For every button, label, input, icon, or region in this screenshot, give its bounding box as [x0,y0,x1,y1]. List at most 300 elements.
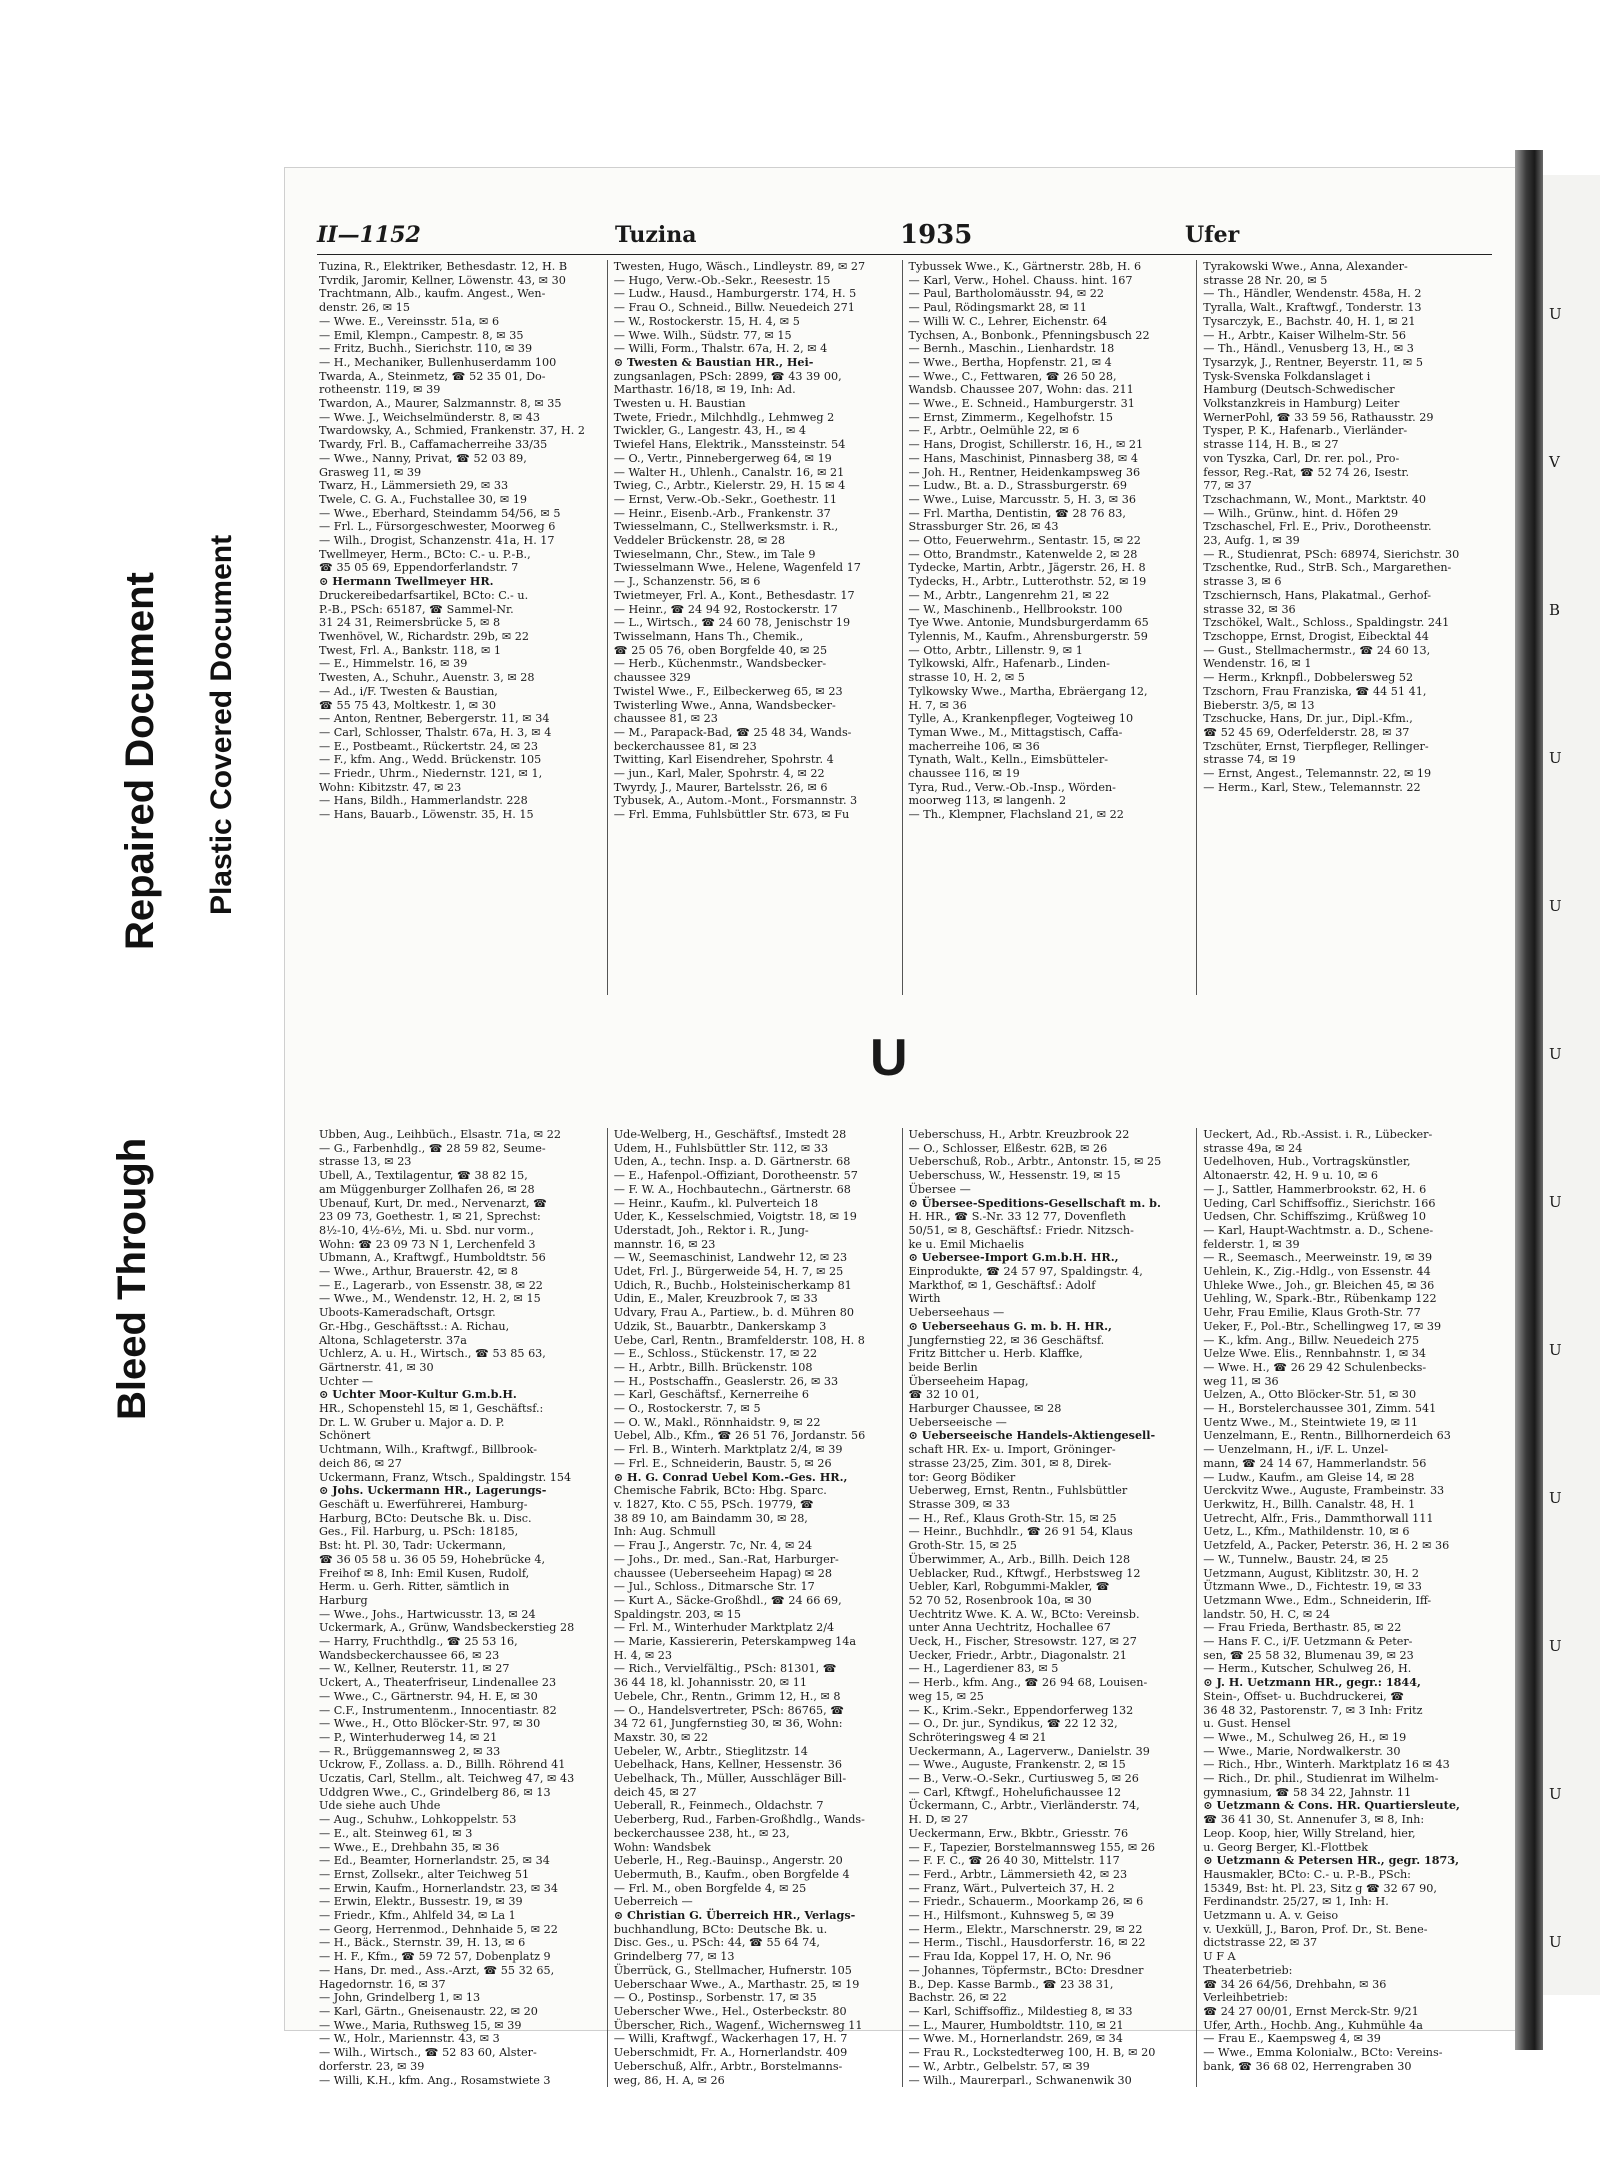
directory-entry: strasse 23/25, Zim. 301, ✉ 8, Direk- [908,1456,1112,1470]
directory-entry: — Wwe. M., Hornerlandstr. 269, ✉ 34 [908,2032,1123,2046]
directory-entry: — Ernst, Zollsekr., alter Teichweg 51 [319,1867,530,1881]
directory-entry: — Ludw., Bt. a. D., Strassburgerstr. 69 [908,479,1128,493]
directory-entry: — O., Handelsvertreter, PSch: 86765, ☎ [613,1703,845,1717]
directory-entry: — H., Postschaffn., Geaslerstr. 26, ✉ 33 [613,1374,839,1388]
directory-entry: — Hans, Drogist, Schillerstr. 16, H., ✉ 21 [908,438,1144,452]
directory-entry: sen, ☎ 25 58 32, Blumenau 39, ✉ 23 [1203,1648,1414,1662]
directory-entry: beide Berlin [908,1360,978,1374]
directory-entry: Tzschiernsch, Hans, Plakatmal., Gerhof- [1203,588,1431,602]
directory-entry: Überrück, G., Stellmacher, Hufnerstr. 105 [613,1963,852,1977]
directory-entry: — E., alt. Steinweg 61, ✉ 3 [319,1826,473,1840]
directory-entry: — Wwe., Arthur, Brauerstr. 42, ✉ 8 [319,1265,518,1279]
directory-entry: Tybusek, A., Autom.-Mont., Forsmannstr. 3 [613,794,858,808]
directory-entry: Uckert, A., Theaterfriseur, Lindenallee 23 [319,1676,557,1690]
directory-entry: — Heinr., ☎ 24 94 92, Rostockerstr. 17 [613,602,838,616]
directory-entry: — Frl. M., oben Borgfelde 4, ✉ 25 [613,1881,807,1895]
directory-entry: Harburg [319,1593,368,1607]
section-letter: U [870,1029,908,1087]
directory-entry: Uehr, Frau Emilie, Klaus Groth-Str. 77 [1203,1306,1421,1320]
directory-entry: strasse 10, H. 2, ✉ 5 [908,671,1025,685]
directory-entry: Uboots-Kameradschaft, Ortsgr. [319,1306,496,1320]
directory-entry: Uerkwitz, H., Billh. Canalstr. 48, H. 1 [1203,1497,1416,1511]
page-edge-fragment: U [1549,1193,1562,1211]
directory-entry: strasse 114, H. B., ✉ 27 [1203,438,1339,452]
directory-entry: U F A [1203,1950,1236,1964]
directory-entry: — W., Maschinenb., Hellbrookstr. 100 [908,602,1123,616]
directory-entry: — R., Seemasch., Meerweinstr. 19, ✉ 39 [1203,1251,1433,1265]
directory-entry: Tyman Wwe., M., Mittagstisch, Caffa- [908,725,1123,739]
directory-entry: Trachtmann, Alb., kaufm. Angest., Wen- [319,287,546,301]
directory-entry: — Marie, Kassiererin, Peterskampweg 14a [613,1635,857,1649]
directory-entry: Uerckvitz Wwe., Auguste, Frambeinstr. 33 [1203,1484,1445,1498]
directory-entry: Udvary, Frau A., Partiew., b. d. Mühren 80 [613,1306,854,1320]
directory-entry: — W., Kellner, Reuterstr. 11, ✉ 27 [319,1662,510,1676]
directory-entry: — Wilh., Wirtsch., ☎ 52 83 60, Alster- [319,2046,537,2060]
directory-entry: — Hugo, Verw.-Ob.-Sekr., Reesestr. 15 [613,273,831,287]
directory-entry: Tvrdik, Jaromir, Kellner, Löwenstr. 43, ✉ 30 [319,273,566,287]
directory-entry: — Rich., Vervielfältig., PSch: 81301, ☎ [613,1662,837,1676]
directory-entry: fessor, Reg.-Rat, ☎ 52 74 26, Isestr. [1203,465,1410,479]
directory-entry: Spaldingstr. 203, ✉ 15 [613,1607,742,1621]
directory-entry: Ueblacker, Rud., Kftwgf., Herbstsweg 12 [908,1566,1141,1580]
directory-entry: Ubben, Aug., Leihbüch., Elsastr. 71a, ✉ 22 [319,1128,561,1141]
directory-entry: strasse 32, ✉ 36 [1203,602,1296,616]
directory-entry: Tysarczyk, E., Bachstr. 40, H. 1, ✉ 21 [1203,314,1416,328]
directory-entry: ⊙ Uchter Moor-Kultur G.m.b.H. [319,1387,517,1402]
directory-entry: — Ernst, Angest., Telemannstr. 22, ✉ 19 [1203,767,1432,781]
directory-entry: — F., Tapezier, Borstelmannsweg 155, ✉ 26 [908,1840,1156,1854]
directory-entry: — E., Schloss., Stückenstr. 17, ✉ 22 [613,1347,818,1361]
directory-entry: — H., Ref., Klaus Groth-Str. 15, ✉ 25 [908,1511,1117,1525]
directory-entry: ☎ 35 05 69, Eppendorferlandstr. 7 [319,561,519,575]
directory-entry: — Frl. E., Schneiderin, Baustr. 5, ✉ 26 [613,1456,832,1470]
directory-entry: — Johs., Dr. med., San.-Rat, Harburger- [613,1552,839,1566]
directory-entry: Leop. Koop, hier, Willy Streland, hier, [1203,1826,1416,1840]
directory-entry: — Karl, Geschäftsf., Kernerreihe 6 [613,1388,810,1402]
directory-entry: — Wwe. Wilh., Südstr. 77, ✉ 15 [613,328,792,342]
directory-entry: ⊙ Twesten & Baustian HR., Hei- [613,354,814,369]
directory-entry: Twesten u. H. Baustian [613,397,746,411]
directory-entry: Twiesselmann, C., Stellwerksmstr. i. R., [613,520,839,534]
directory-entry: landstr. 50, H. C, ✉ 24 [1203,1607,1330,1621]
directory-entry: — E., Postbeamt., Rückertstr. 24, ✉ 23 [319,739,538,753]
directory-entry: Altonaerstr. 42, H. 9 u. 10, ✉ 6 [1203,1169,1379,1183]
directory-entry: — Wwe., E., Drehbahn 35, ✉ 36 [319,1840,500,1854]
directory-entry: — Wwe., Eberhard, Steindamm 54/56, ✉ 5 [319,506,561,520]
directory-entry: — O. W., Makl., Rönnhaidstr. 9, ✉ 22 [613,1415,821,1429]
directory-entry: Ueker, F., Pol.-Btr., Schellingweg 17, ✉ 39 [1203,1319,1442,1333]
directory-entry: rotheenstr. 119, ✉ 39 [319,383,441,397]
page-header [317,220,1492,255]
page-edge-fragment: B [1549,601,1561,619]
directory-entry: Überscher, Rich., Wagenf., Wichernsweg 11 [613,2018,863,2032]
directory-entry: — Frau Frieda, Berthastr. 85, ✉ 22 [1203,1621,1402,1635]
directory-entry: — Wwe., C., Fettwaren, ☎ 26 50 28, [908,369,1117,383]
directory-entry: Hamburg (Deutsch-Schwedischer [1203,383,1395,397]
directory-entry: Twest, Frl. A., Bankstr. 118, ✉ 1 [319,643,502,657]
directory-entry: ☎ 32 10 01, [908,1388,980,1402]
directory-entry: Herm. u. Gerh. Ritter, sämtlich in [319,1580,510,1594]
directory-entry: ⊙ H. G. Conrad Uebel Kom.-Ges. HR., [613,1469,848,1484]
directory-entry: Uetzfeld, A., Packer, Peterstr. 36, H. 2 ✉ 36 [1203,1539,1450,1553]
directory-entry: — Frl. B., Winterh. Marktplatz 2/4, ✉ 39 [613,1443,843,1457]
directory-entry: Tyra, Rud., Verw.-Ob.-Insp., Wörden- [908,780,1116,794]
directory-entry: Ueckert, Ad., Rb.-Assist. i. R., Lübecker- [1203,1128,1433,1141]
directory-entry: am Müggenburger Zollhafen 26, ✉ 28 [319,1182,535,1196]
directory-entry: Tzschökel, Walt., Schloss., Spaldingstr. 241 [1203,616,1450,630]
directory-entry: — H., Arbtr., Billh. Brückenstr. 108 [613,1360,813,1374]
directory-entry: Ueberschuß, Alfr., Arbtr., Borstelmanns- [613,2059,843,2073]
directory-entry: — Wwe., Johs., Hartwicusstr. 13, ✉ 24 [319,1607,536,1621]
directory-entry: — Karl, Haupt-Wachtmstr. a. D., Schene- [1203,1223,1434,1237]
directory-entry: Markthof, ✉ 1, Geschäftsf.: Adolf [908,1278,1096,1292]
directory-entry: ☎ 34 26 64/56, Drehbahn, ✉ 36 [1203,1977,1387,1991]
directory-entry: beckerchaussee 238, ht., ✉ 23, [613,1826,790,1840]
directory-entry: — Harry, Fruchthdlg., ☎ 25 53 16, [319,1635,518,1649]
directory-entry: ⊙ Übersee-Speditions-Gesellschaft m. b. [908,1195,1161,1210]
directory-entry: Geschäft u. Ewerführerei, Hamburg- [319,1497,528,1511]
directory-entry: Ueckermann, Erw., Bkbtr., Griesstr. 76 [908,1826,1129,1840]
directory-entry: — H., Lagerdiener 83, ✉ 5 [908,1662,1059,1676]
directory-entry: Wohn: Wandsbek [613,1840,711,1854]
directory-entry: ⊙ Uetzmann & Petersen HR., gegr. 1873, [1203,1853,1460,1868]
header-right-word: Ufer [1185,222,1240,248]
page-edge-fragment: U [1549,1489,1562,1507]
page-edge-fragment: V [1549,453,1560,471]
directory-entry: — K., kfm. Ang., Billw. Neuedeich 275 [1203,1333,1420,1347]
directory-entry: Ueberle, H., Reg.-Bauinsp., Angerstr. 20 [613,1854,843,1868]
directory-entry: buchhandlung, BCto: Deutsche Bk. u. [613,1922,828,1936]
directory-entry: Druckereibedarfsartikel, BCto: C.- u. [319,588,529,602]
directory-entry: — H., Arbtr., Kaiser Wilhelm-Str. 56 [1203,328,1407,342]
directory-entry: Strassburger Str. 26, ✉ 43 [908,520,1059,534]
directory-entry: — Hans, Bauarb., Löwenstr. 35, H. 15 [319,808,534,822]
directory-entry: Uebelhack, Th., Müller, Ausschläger Bill- [613,1772,847,1786]
directory-entry: — Willi, Kraftwgf., Wackerhagen 17, H. 7 [613,2032,848,2046]
directory-entry: Tylkowsky Wwe., Martha, Ebräergang 12, [908,684,1148,698]
directory-entry: — Kurt A., Säcke-Großhdl., ☎ 24 66 69, [613,1593,842,1607]
directory-entry: schaft HR. Ex- u. Import, Gröninger- [908,1443,1116,1457]
directory-entry: Ueck, H., Fischer, Stresowstr. 127, ✉ 27 [908,1635,1137,1649]
directory-entry: ☎ 55 75 43, Moltkestr. 1, ✉ 30 [319,698,496,712]
directory-entry: deich 45, ✉ 27 [613,1785,697,1799]
directory-entry: Ueberseehaus — [908,1306,1005,1320]
directory-entry: Uderstadt, Joh., Rektor i. R., Jung- [613,1223,809,1237]
directory-entry: von Tyszka, Carl, Dr. rer. pol., Pro- [1203,451,1400,465]
directory-entry: Ueckermann, A., Lagerverw., Danielstr. 39 [908,1744,1150,1758]
directory-entry: unter Anna Uechtritz, Hochallee 67 [908,1621,1111,1635]
directory-entry: Ueberweg, Ernst, Rentn., Fuhlsbüttler [908,1484,1128,1498]
directory-entry: — H. F., Kfm., ☎ 59 72 57, Dobenplatz 9 [319,1950,551,1964]
t-column [1201,260,1492,995]
directory-entry: Twiesselmann Wwe., Helene, Wagenfeld 17 [613,561,861,575]
directory-entry: Uetzmann u. A. v. Geiso [1203,1909,1339,1923]
directory-entry: Twisselmann, Hans Th., Chemik., [613,629,804,643]
directory-entry: Uebele, Chr., Rentn., Grimm 12, H., ✉ 8 [613,1689,841,1703]
directory-entry: — Wwe., Luise, Marcusstr. 5, H. 3, ✉ 36 [908,492,1136,506]
directory-entry: strasse 49a, ✉ 24 [1203,1141,1303,1155]
directory-entry: — jun., Karl, Maler, Spohrstr. 4, ✉ 22 [613,767,825,781]
page-edge-fragment: U [1549,1341,1562,1359]
directory-entry: — Ed., Beamter, Hornerlandstr. 25, ✉ 34 [319,1854,550,1868]
directory-entry: Volkstanzkreis in Hamburg) Leiter [1203,397,1400,411]
directory-entry: Bst: ht. Pl. 30, Tadr: Uckermann, [319,1539,506,1553]
directory-entry: Ueberschmidt, Fr. A., Hornerlandstr. 409 [613,2046,848,2060]
directory-entry: — Th., Händl., Venusberg 13, H., ✉ 3 [1203,342,1414,356]
directory-entry: Uckermann, Franz, Wtsch., Spaldingstr. 154 [319,1470,572,1484]
directory-entry: Harburg, BCto: Deutsche Bk. u. Disc. [319,1511,532,1525]
directory-entry: Ude-Welberg, H., Geschäftsf., Imstedt 28 [613,1128,847,1141]
directory-entry: bank, ☎ 36 68 02, Herrengraben 30 [1203,2059,1412,2073]
directory-entry: Tye Wwe. Antonie, Mundsburgerdamm 65 [908,616,1149,630]
directory-entry: Twardon, A., Maurer, Salzmannstr. 8, ✉ 35 [319,397,562,411]
directory-entry: — C.F., Instrumentenm., Innocentiastr. 82 [319,1703,557,1717]
directory-entry: — Georg, Herrenmod., Dehnhaide 5, ✉ 22 [319,1922,558,1936]
directory-entry: — Paul, Rödingsmarkt 28, ✉ 11 [908,301,1087,315]
directory-entry: — Wwe., H., Otto Blöcker-Str. 97, ✉ 30 [319,1717,541,1731]
header-year: 1935 [900,220,973,250]
directory-entry: H. 4, ✉ 23 [613,1648,673,1662]
directory-entry: Uetz, L., Kfm., Mathildenstr. 10, ✉ 6 [1203,1525,1410,1539]
directory-page [285,168,1520,2087]
directory-entry: Uebe, Carl, Rentn., Bramfelderstr. 108, H. 8 [613,1333,865,1347]
directory-entry: — John, Grindelberg 1, ✉ 13 [319,1991,481,2005]
directory-entry: Twarz, H., Lämmersieth 29, ✉ 33 [319,479,509,493]
directory-entry: Grindelberg 77, ✉ 13 [613,1950,735,1964]
directory-entry: — Ernst, Zimmerm., Kegelhofstr. 15 [908,410,1113,424]
directory-entry: Tzschachmann, W., Mont., Marktstr. 40 [1203,492,1426,506]
directory-entry: — B., Verw.-O.-Sekr., Curtiusweg 5, ✉ 26 [908,1772,1139,1786]
directory-entry: Ueberreich — [613,1895,693,1909]
directory-entry: — L., Wirtsch., ☎ 24 60 78, Jenischstr 19 [613,616,851,630]
directory-entry: Groth-Str. 15, ✉ 25 [908,1539,1017,1553]
directory-entry: Tzschentke, Rud., StrB. Sch., Margarethen- [1203,561,1452,575]
directory-entry: 23, Aufg. 1, ✉ 39 [1203,534,1300,548]
directory-entry: — P., Winterhuderweg 14, ✉ 21 [319,1730,498,1744]
directory-entry: Uedsen, Chr. Schiffszimg., Krüßweg 10 [1203,1210,1426,1224]
directory-entry: Twardowsky, A., Schmied, Frankenstr. 37, H. 2 [319,424,585,438]
directory-entry: deich 86, ✉ 27 [319,1456,402,1470]
directory-entry: Ubenauf, Kurt, Dr. med., Nervenarzt, ☎ [319,1196,548,1210]
directory-entry: — Anton, Rentner, Bebergerstr. 11, ✉ 34 [319,712,550,726]
directory-entry: ⊙ Christian G. Überreich HR., Verlags- [613,1908,856,1923]
directory-entry: — Wwe., Auguste, Frankenstr. 2, ✉ 15 [908,1758,1126,1772]
directory-entry: — K., Krim.-Sekr., Eppendorferweg 132 [908,1703,1134,1717]
directory-entry: felderstr. 1, ✉ 39 [1203,1237,1300,1251]
directory-entry: 36 48 32, Pastorenstr. 7, ✉ 3 Inh: Fritz [1203,1703,1423,1717]
directory-entry: — Th., Händler, Wendenstr. 458a, H. 2 [1203,287,1422,301]
directory-entry: — Wwe., Maria, Ruthsweg 15, ✉ 39 [319,2018,522,2032]
directory-entry: Wendenstr. 16, ✉ 1 [1203,657,1312,671]
directory-entry: Tychsen, A., Bonbonk., Pfenningsbusch 22 [908,328,1150,342]
directory-entry: Maxstr. 30, ✉ 22 [613,1730,709,1744]
directory-entry: Uder, K., Kesselschmied, Voigtstr. 18, ✉ 19 [613,1210,857,1224]
directory-entry: Twarda, A., Steinmetz, ☎ 52 35 01, Do- [319,369,546,383]
directory-entry: — Herm., Kutscher, Schulweg 26, H. [1203,1662,1412,1676]
directory-entry: Marthastr. 16/18, ✉ 19, Inh: Ad. [613,383,796,397]
directory-entry: — O., Schlosser, Elßestr. 62B, ✉ 26 [908,1141,1108,1155]
directory-entry: Harburger Chaussee, ✉ 28 [908,1402,1062,1416]
directory-entry: — E., Himmelstr. 16, ✉ 39 [319,657,468,671]
directory-entry: Twieselmann, Chr., Stew., im Tale 9 [613,547,816,561]
directory-entry: — H., Mechaniker, Bullenhuserdamm 100 [319,355,557,369]
directory-entry: — Walter H., Uhlenh., Canalstr. 16, ✉ 21 [613,465,845,479]
directory-entry: Uebermuth, B., Kaufm., oben Borgfelde 4 [613,1867,850,1881]
directory-entry: Tzschüter, Ernst, Tierpfleger, Rellinger- [1203,739,1429,753]
directory-entry: — Erwin, Elektr., Bussestr. 19, ✉ 39 [319,1895,523,1909]
directory-entry: — Willi W. C., Lehrer, Eichenstr. 64 [908,314,1108,328]
directory-entry: Überseeheim Hapag, [908,1374,1029,1388]
directory-entry: — Friedr., Uhrm., Niedernstr. 121, ✉ 1, [319,767,543,781]
directory-entry: ☎ 25 05 76, oben Borgfelde 40, ✉ 25 [613,643,828,657]
directory-entry: — Ludw., Kaufm., am Gleise 14, ✉ 28 [1203,1470,1415,1484]
directory-entry: moorweg 113, ✉ langenh. 2 [908,794,1067,808]
directory-entry: Ferdinandstr. 25/27, ✉ 1, Inh: H. [1203,1895,1389,1909]
directory-entry: — Frau O., Schneid., Billw. Neuedeich 271 [613,301,855,315]
directory-entry: Twenhövel, W., Richardstr. 29b, ✉ 22 [319,629,530,643]
directory-entry: Tynath, Walt., Kelln., Eimsbütteler- [908,753,1109,767]
directory-entry: — O., Postinsp., Sorbenstr. 17, ✉ 35 [613,1991,817,2005]
directory-entry: Ueberseeische — [908,1415,1007,1429]
directory-entry: — R., Studienrat, PSch: 68974, Sierichstr. 30 [1203,547,1460,561]
directory-entry: Ückermann, C., Arbtr., Vierländerstr. 74, [908,1799,1140,1813]
directory-entry: weg 15, ✉ 25 [908,1689,984,1703]
directory-entry: Uetzmann Wwe., Edm., Schneiderin, Iff- [1203,1593,1432,1607]
directory-entry: 8½-10, 4½-6½, Mi. u. Sbd. nur vorm., [319,1223,534,1237]
directory-entry: ☎ 52 45 69, Oderfelderstr. 28, ✉ 37 [1203,725,1410,739]
directory-entry: Chemische Fabrik, BCto: Hbg. Sparc. [613,1484,827,1498]
directory-entry: — Wwe., Emma Kolonialw., BCto: Vereins- [1203,2046,1443,2060]
directory-entry: — Willi, K.H., kfm. Ang., Rosamstwiete 3 [319,2073,551,2087]
directory-entry: Gärtnerstr. 41, ✉ 30 [319,1360,434,1374]
directory-entry: 52 70 52, Rosenbrook 10a, ✉ 30 [908,1593,1092,1607]
t-column [907,260,1198,995]
directory-entry: Tuzina, R., Elektriker, Bethesdastr. 12, H. B [319,260,568,273]
directory-entry: — Karl, Schiffsoffiz., Mildestieg 8, ✉ 33 [908,2005,1133,2018]
directory-entry: — Otto, Brandmstr., Katenwelde 2, ✉ 28 [908,547,1138,561]
directory-entry: 77, ✉ 37 [1203,479,1252,493]
directory-entry: Ueberscher Wwe., Hel., Osterbeckstr. 80 [613,2005,847,2018]
directory-entry: Wirth [908,1292,941,1306]
directory-entry: Tysk-Svenska Folkdanslaget i [1203,369,1371,383]
directory-entry: ☎ 36 05 58 u. 36 05 59, Hohebrücke 4, [319,1552,546,1566]
directory-entry: macherreihe 106, ✉ 36 [908,739,1040,753]
directory-entry: — R., Brüggemannsweg 2, ✉ 33 [319,1744,501,1758]
directory-entry: Bachstr. 26, ✉ 22 [908,1991,1007,2005]
directory-entry: Tybussek Wwe., K., Gärtnerstr. 28b, H. 6 [908,260,1142,273]
directory-entry: Uebelhack, Hans, Kellner, Hessenstr. 36 [613,1758,842,1772]
directory-entry: Uenzelmann, E., Rentn., Billhornerdeich 63 [1203,1429,1451,1443]
directory-entry: Tylkowski, Alfr., Hafenarb., Linden- [908,657,1110,671]
directory-entry: — H., Borstelerchaussee 301, Zimm. 541 [1203,1402,1437,1416]
directory-entry: Tyrakowski Wwe., Anna, Alexander- [1203,260,1408,273]
page-edge-fragment: U [1549,1785,1562,1803]
directory-entry: ⊙ Uebersee-Import G.m.b.H. HR., [908,1250,1119,1265]
directory-entry: ☎ 36 41 30, St. Annenufer 3, ✉ 8, Inh: [1203,1813,1425,1827]
directory-entry: Twitting, Karl Eisendreher, Spohrstr. 4 [613,753,834,767]
directory-entry: strasse 74, ✉ 19 [1203,753,1296,767]
directory-entry: — Frl. Martha, Dentistin, ☎ 28 76 83, [908,506,1126,520]
directory-entry: Hagedornstr. 16, ✉ 37 [319,1977,446,1991]
directory-entry: — Wwe. H., ☎ 26 29 42 Schulenbecks- [1203,1360,1427,1374]
page-edge-fragment: U [1549,1637,1562,1655]
directory-entry: — M., Arbtr., Langenrehm 21, ✉ 22 [908,588,1110,602]
directory-entry: Udzik, St., Bauarbtr., Dankerskamp 3 [613,1319,827,1333]
page-edge-fragment: U [1549,305,1562,323]
directory-entry: Twickler, G., Langestr. 43, H., ✉ 4 [613,424,807,438]
directory-entry: Ges., Fil. Harburg, u. PSch: 18185, [319,1525,519,1539]
directory-entry: Ufer, Arth., Hochb. Ang., Kuhmühle 4a [1203,2018,1423,2032]
directory-entry: u. Georg Berger, Kl.-Flottbek [1203,1840,1369,1854]
directory-entry: 23 09 73, Goethestr. 1, ✉ 21, Sprechst: [319,1210,541,1224]
directory-entry: gymnasium, ☎ 58 34 22, Jahnstr. 11 [1203,1785,1412,1799]
directory-entry: — J., Schanzenstr. 56, ✉ 6 [613,575,761,589]
directory-entry: — F. W. A., Hochbautechn., Gärtnerstr. 68 [613,1182,851,1196]
directory-entry: — Herm., Elektr., Marschnerstr. 29, ✉ 22 [908,1922,1143,1936]
adjacent-page-edge [1543,175,1600,1995]
u-column [612,1128,903,2087]
directory-entry: — Erwin, Kaufm., Hornerlandstr. 23, ✉ 34 [319,1881,558,1895]
directory-entry: Udem, H., Fuhlsbüttler Str. 112, ✉ 33 [613,1141,829,1155]
directory-entry: — Otto, Feuerwehrm., Sentastr. 15, ✉ 22 [908,534,1141,548]
directory-entry: — Wwe., Marie, Nordwalkerstr. 30 [1203,1744,1401,1758]
directory-entry: — W., Arbtr., Gelbelstr. 57, ✉ 39 [908,2059,1090,2073]
page-edge-fragment: U [1549,1045,1562,1063]
directory-entry: Inh: Aug. Schmull [613,1525,716,1539]
directory-entry: Grasweg 11, ✉ 39 [319,465,422,479]
repaired-document-label: Repaired Document [118,572,162,950]
directory-entry: Tzschorn, Frau Franziska, ☎ 44 51 41, [1203,684,1427,698]
directory-entry: — Th., Klempner, Flachsland 21, ✉ 22 [908,808,1124,822]
directory-entry: Uckrow, F., Zollass. a. D., Billh. Röhrend 41 [319,1758,566,1772]
directory-entry: — Wwe., Bertha, Hopfenstr. 21, ✉ 4 [908,355,1112,369]
directory-entry: — Jul., Schloss., Ditmarsche Str. 17 [613,1580,815,1594]
directory-entry: Wohn: Kibitzstr. 47, ✉ 23 [319,780,462,794]
directory-entry: — Friedr., Kfm., Ahlfeld 34, ✉ La 1 [319,1909,516,1923]
directory-entry: — W., Holr., Mariennstr. 43, ✉ 3 [319,2032,500,2046]
directory-entry: — Wwe., M., Schulweg 26, H., ✉ 19 [1203,1730,1407,1744]
directory-entry: Uebel, Alb., Kfm., ☎ 26 51 76, Jordanstr. 56 [613,1429,866,1443]
directory-entry: chaussee 81, ✉ 23 [613,712,718,726]
directory-entry: Ubmann, A., Kraftwgf., Humboldtstr. 56 [319,1251,546,1265]
directory-entry: — Rich., Dr. phil., Studienrat im Wilhelm- [1203,1772,1439,1786]
directory-entry: — Ernst, Verw.-Ob.-Sekr., Goethestr. 11 [613,492,838,506]
directory-entry: Uetrecht, Alfr., Fris., Dammthorwall 111 [1203,1511,1434,1525]
directory-entry: — O., Vertr., Pinnebergerweg 64, ✉ 19 [613,451,832,465]
directory-entry: — Wwe., Nanny, Privat, ☎ 52 03 89, [319,451,527,465]
directory-entry: — Herb., kfm. Ang., ☎ 26 94 68, Louisen- [908,1676,1148,1690]
directory-entry: Uckermark, A., Grünw, Wandsbeckerstieg 28 [319,1621,575,1635]
page-edge-fragment: U [1549,749,1562,767]
directory-entry: 34 72 61, Jungfernstieg 30, ✉ 36, Wohn: [613,1717,843,1731]
directory-entry: Uentz Wwe., M., Steintwiete 19, ✉ 11 [1203,1415,1418,1429]
directory-entry: strasse 28 Nr. 20, ✉ 5 [1203,273,1328,287]
directory-entry: WernerPohl, ☎ 33 59 56, Rathausstr. 29 [1203,410,1434,424]
directory-entry: 38 89 10, am Baindamm 30, ✉ 28, [613,1511,808,1525]
directory-entry: — J., Sattler, Hammerbrookstr. 62, H. 6 [1203,1182,1427,1196]
directory-entry: Wandsbeckerchaussee 66, ✉ 23 [319,1648,500,1662]
directory-entry: — Heinr., Eisenb.-Arb., Frankenstr. 37 [613,506,831,520]
directory-entry: Ueberschuss, H., Arbtr. Kreuzbrook 22 [908,1128,1130,1141]
directory-entry: — Wilh., Grünw., hint. d. Höfen 29 [1203,506,1399,520]
directory-entry: — Wwe., C., Gärtnerstr. 94, H. E, ✉ 30 [319,1689,538,1703]
directory-entry: Tzschaschel, Frl. E., Priv., Dorotheenstr. [1203,520,1432,534]
directory-entry: — Aug., Schuhw., Lohkoppelstr. 53 [319,1813,517,1827]
u-column [1201,1128,1492,2087]
directory-entry: — Willi, Form., Thalstr. 67a, H. 2, ✉ 4 [613,342,828,356]
directory-entry: — H., Bäck., Sternstr. 39, H. 13, ✉ 6 [319,1936,526,1950]
directory-entry: — Wilh., Maurerparl., Schwanenwik 30 [908,2073,1132,2087]
